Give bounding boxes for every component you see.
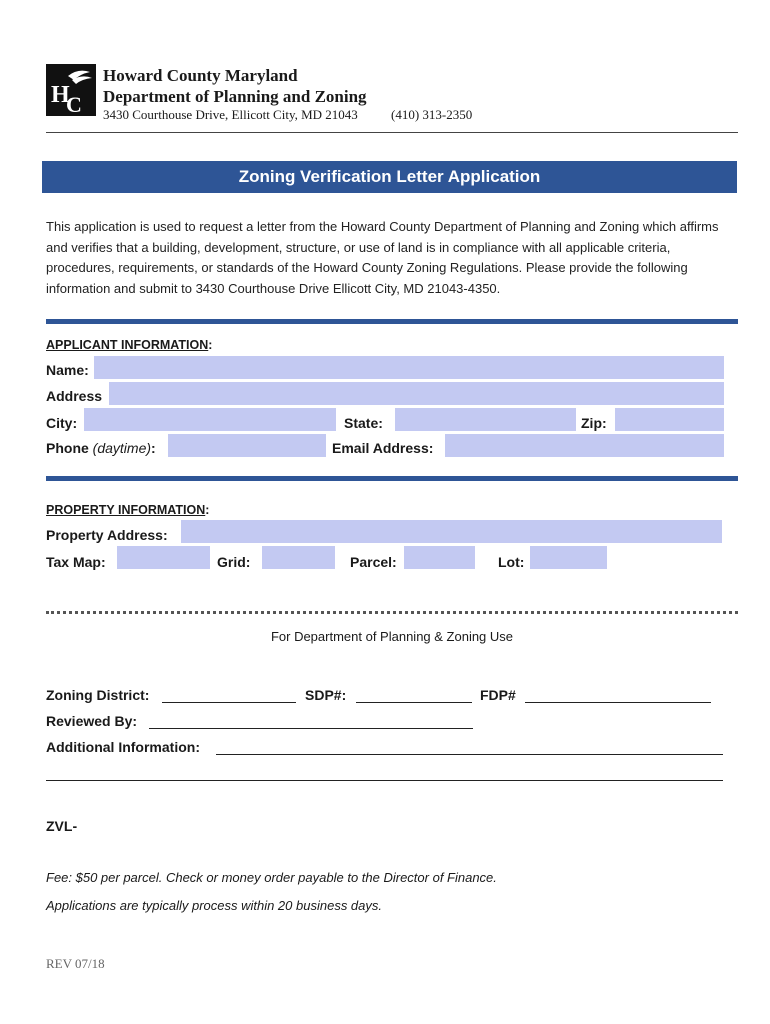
additional-info-label: Additional Information: bbox=[46, 739, 200, 755]
section-divider-1 bbox=[46, 319, 738, 324]
tax-map-label: Tax Map: bbox=[46, 554, 106, 570]
lot-field[interactable] bbox=[530, 546, 607, 569]
city-field[interactable] bbox=[84, 408, 336, 431]
fee-note: Fee: $50 per parcel. Check or money order payable to the Director of Finance. bbox=[46, 870, 497, 885]
zoning-district-line bbox=[162, 688, 296, 703]
tax-map-field[interactable] bbox=[117, 546, 210, 569]
org-line-2: Department of Planning and Zoning bbox=[103, 87, 367, 106]
zip-field[interactable] bbox=[615, 408, 724, 431]
form-title: Zoning Verification Letter Application bbox=[42, 161, 737, 193]
office-use-divider bbox=[46, 611, 738, 614]
zip-label: Zip: bbox=[581, 415, 607, 431]
section-divider-2 bbox=[46, 476, 738, 481]
grid-label: Grid: bbox=[217, 554, 251, 570]
office-use-note: For Department of Planning & Zoning Use bbox=[270, 629, 514, 644]
county-logo bbox=[46, 64, 96, 116]
processing-note: Applications are typically process within 20 business days. bbox=[46, 898, 383, 913]
state-label: State: bbox=[344, 415, 383, 431]
intro-paragraph: This application is used to request a letter from the Howard County Department of Planning and Zoning which affirms and verifies that a building, development, structure, or use of land is in compliance with all applicable criteria, procedures, requirements, or standards of the Howard County Zoning Regulations. Please provide the following information and submit to 3430 Courthouse Drive Ellicott City, MD 21043-4350. bbox=[46, 219, 719, 296]
applicant-heading: APPLICANT INFORMATION: bbox=[46, 338, 213, 352]
address-field[interactable] bbox=[109, 382, 724, 405]
logo-graphic bbox=[46, 64, 96, 116]
additional-info-line-1 bbox=[216, 740, 723, 755]
property-address-label: Property Address: bbox=[46, 527, 168, 543]
sdp-line bbox=[356, 688, 472, 703]
state-field[interactable] bbox=[395, 408, 576, 431]
header-divider bbox=[46, 132, 738, 133]
email-field[interactable] bbox=[445, 434, 724, 457]
property-address-field[interactable] bbox=[181, 520, 722, 543]
phone-label: Phone (daytime): bbox=[46, 440, 156, 456]
email-label: Email Address: bbox=[332, 440, 434, 456]
grid-field[interactable] bbox=[262, 546, 335, 569]
fdp-line bbox=[525, 688, 711, 703]
reviewed-by-label: Reviewed By: bbox=[46, 713, 138, 729]
org-phone: (410) 313-2350 bbox=[391, 107, 473, 122]
phone-field[interactable] bbox=[168, 434, 326, 457]
org-address: 3430 Courthouse Drive, Ellicott City, MD 21043 bbox=[103, 107, 358, 122]
org-line-1: Howard County Maryland bbox=[103, 66, 298, 85]
additional-info-line-2 bbox=[46, 766, 723, 781]
revision-label: REV 07/18 bbox=[46, 956, 105, 971]
zvl-label: ZVL- bbox=[46, 818, 78, 834]
parcel-label: Parcel: bbox=[350, 554, 397, 570]
city-label: City: bbox=[46, 415, 78, 431]
name-label: Name: bbox=[46, 362, 89, 378]
property-heading: PROPERTY INFORMATION: bbox=[46, 503, 210, 517]
svg-text:C: C bbox=[66, 92, 82, 116]
lot-label: Lot: bbox=[498, 554, 525, 570]
address-label: Address bbox=[46, 388, 103, 404]
name-field[interactable] bbox=[94, 356, 724, 379]
sdp-label: SDP#: bbox=[305, 687, 347, 703]
svg-text:H: H bbox=[51, 82, 70, 108]
parcel-field[interactable] bbox=[404, 546, 475, 569]
fdp-label: FDP# bbox=[480, 687, 516, 703]
zoning-district-label: Zoning District: bbox=[46, 687, 150, 703]
reviewed-by-line bbox=[149, 714, 473, 729]
